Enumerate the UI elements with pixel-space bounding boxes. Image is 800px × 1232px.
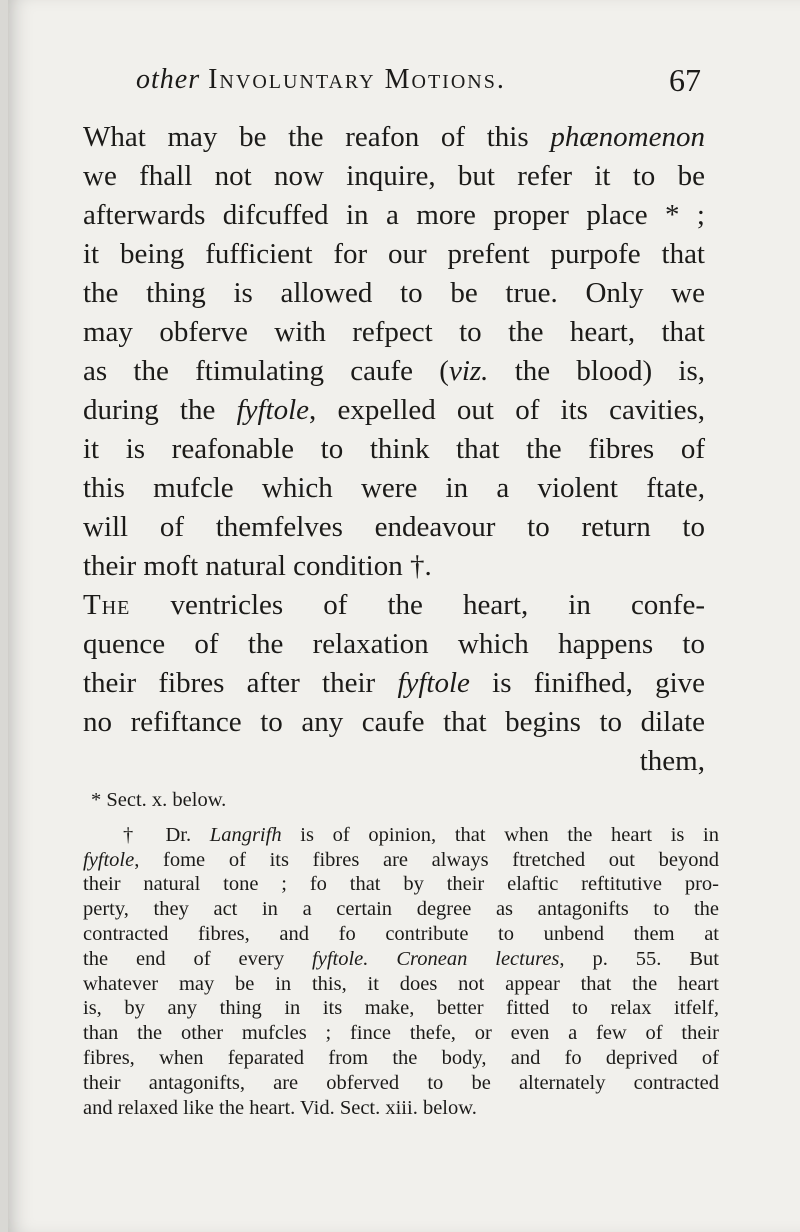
text-segment: is finifhed, give [469,667,705,699]
text-line [83,196,705,235]
text-line [83,508,705,547]
text-segment: quence of the relaxation which happens to [83,628,705,660]
text-segment: afterwards difcuffed in a more proper place * ; [83,199,705,231]
text-segment: is, by any thing in its make, better fitted to relax itfelf, [83,997,719,1020]
text-segment: , fome of its fibres are always ftretched out beyond [134,848,719,871]
text-segment: will of themfelves endeavour to return to [83,511,705,543]
text-line [83,1071,719,1096]
running-head-caps: Involuntary Motions. [208,64,506,95]
footnotes [83,788,719,1120]
text-segment: this mufcle which were in a violent ftate, [83,472,705,504]
main-text [83,118,705,781]
text-segment: the blood) is, [488,355,705,387]
text-segment: during the [83,394,237,426]
italic-text: phænomenon [550,121,705,153]
italic-text: Langrifh [209,823,282,846]
text-line-rest: ventricles of the heart, in confe- [130,589,705,621]
text-line [83,625,705,664]
text-segment: no refiftance to any caufe that begins to dilate [83,706,705,738]
text-line [83,872,719,897]
text-line [83,823,719,848]
text-segment: , expelled out of its cavities, [309,394,705,426]
italic-text: fyftole [83,848,135,871]
text-segment: their natural tone ; fo that by their elaftic reftitutive pro- [83,873,719,896]
text-segment: and relaxed like the heart. Vid. Sect. xiii. below. [83,1096,477,1119]
text-segment: their moft natural condition †. [83,550,432,582]
text-segment: , p. 55. But [559,947,719,970]
text-segment: as the ftimulating caufe ( [83,355,449,387]
text-segment: † Dr. [123,823,210,846]
italic-text: fyftole. Cronean lectures [312,947,560,970]
text-line [83,922,719,947]
text-line [83,897,719,922]
paragraph-lead-word: The [83,589,131,621]
text-segment: their antagonifts, are obferved to be alternately contracted [83,1071,719,1094]
text-segment: their fibres after their [83,667,398,699]
footnote-1: * Sect. x. below. [91,789,227,811]
running-head-italic: other [136,64,201,95]
text-segment: may obferve with refpect to the heart, that [83,316,705,348]
text-segment: perty, they act in a certain degree as antagonifts to the [83,898,719,921]
book-page [8,0,800,1232]
text-line [83,118,705,157]
text-segment: What may be the reafon of this [83,121,551,153]
text-segment: the thing is allowed to be true. Only we [83,277,705,309]
text-line [83,352,705,391]
text-line [83,469,705,508]
paragraph-1 [83,118,705,586]
text-line [83,972,719,997]
italic-text: fyftole [236,394,310,426]
text-line [83,313,705,352]
text-line [83,664,705,703]
text-line [83,703,705,742]
running-head [136,64,506,96]
page-number: 67 [669,62,701,98]
text-segment: whatever may be in this, it does not appear that the heart [83,972,719,995]
text-segment: it is reafonable to think that the fibres of [83,433,705,465]
text-line [83,996,719,1021]
text-line [83,157,705,196]
catchword: them, [639,745,705,777]
text-line [83,235,705,274]
text-segment: it being fufficient for our prefent purpofe that [83,238,705,270]
paragraph-2 [83,625,705,742]
text-segment: fibres, when feparated from the body, and fo deprived of [83,1046,719,1069]
page-header [136,60,701,104]
footnote-gap [83,813,719,823]
text-line [83,848,719,873]
text-segment: the end of every [83,947,313,970]
text-line [83,430,705,469]
text-segment: contracted fibres, and fo contribute to unbend them at [83,922,719,945]
italic-text: viz. [448,355,489,387]
text-line [83,1096,719,1121]
italic-text: fyftole [397,667,470,699]
text-line [83,1021,719,1046]
text-segment: than the other mufcles ; fince thefe, or even a few of their [83,1022,719,1045]
footnote-2 [83,823,719,1121]
text-line [83,391,705,430]
text-line [83,586,705,625]
text-line [83,274,705,313]
text-segment: we fhall not now inquire, but refer it to be [83,160,705,192]
text-line [83,1046,719,1071]
text-segment: is of opinion, that when the heart is in [281,823,719,846]
text-line [83,947,719,972]
text-line [83,547,705,586]
